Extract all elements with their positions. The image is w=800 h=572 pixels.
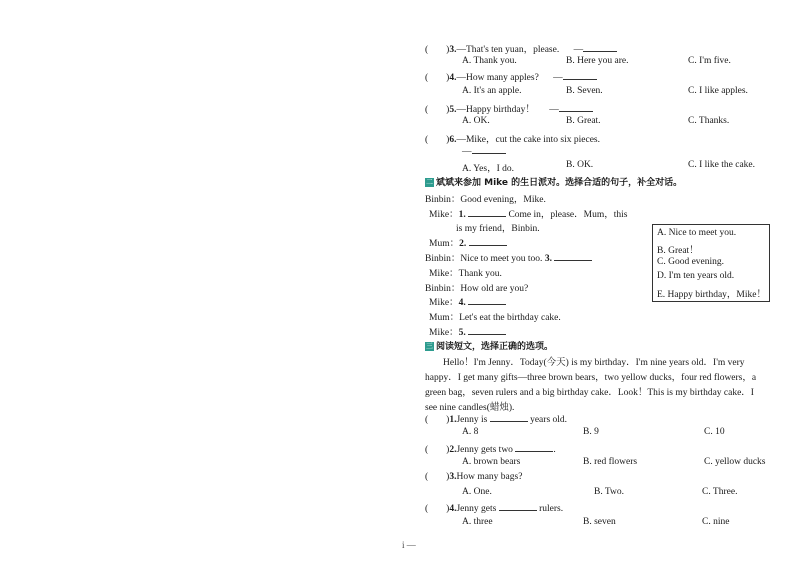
reply-blank[interactable] xyxy=(472,145,506,154)
option-b[interactable]: B. 9 xyxy=(583,427,599,437)
reply-dash: — xyxy=(462,147,472,157)
option-c[interactable]: C. I'm five. xyxy=(688,56,731,66)
passage-line: Hello！I'm Jenny．Today(今天) is my birthday．I'm nine years old．I'm very xyxy=(443,358,745,368)
question-number: 2. xyxy=(449,445,457,455)
dialog-blank-4[interactable] xyxy=(468,296,506,305)
question-text-end: rulers. xyxy=(539,504,564,514)
dialog-blank-2[interactable] xyxy=(469,237,507,246)
dialog-line xyxy=(429,324,506,338)
reply-dash: — xyxy=(553,73,563,83)
box-option-e: E. Happy birthday，Mike！ xyxy=(657,290,766,300)
question-number: 4. xyxy=(449,504,457,514)
answer-paren: ( xyxy=(425,135,429,145)
question-number: 1. xyxy=(449,415,457,425)
option-a[interactable]: A. Thank you. xyxy=(462,56,517,66)
reply-blank[interactable] xyxy=(559,103,593,112)
option-a[interactable]: A. One. xyxy=(462,487,492,497)
question-blank[interactable] xyxy=(490,413,528,422)
box-option-c: C. Good evening. xyxy=(657,257,725,267)
question-5 xyxy=(425,101,593,115)
page-number: i — xyxy=(402,540,416,550)
dialog-text: is my friend，Binbin. xyxy=(456,224,540,234)
question-text-end: years old. xyxy=(530,415,568,425)
answer-paren: ( xyxy=(425,105,429,115)
option-a[interactable]: A. three xyxy=(462,517,493,527)
question-number: 5. xyxy=(449,105,457,115)
section-title: 阅读短文，选择正确的选项。 xyxy=(436,342,554,352)
blank-number: 1. xyxy=(458,210,466,220)
speaker: Mike： xyxy=(429,269,459,279)
dialog-line xyxy=(425,191,546,205)
dialog-line xyxy=(429,206,627,220)
option-c[interactable]: C. yellow ducks xyxy=(704,457,766,467)
answer-paren: ( xyxy=(425,73,429,83)
option-c[interactable]: C. Three. xyxy=(702,487,738,497)
dialog-text: Good evening，Mike. xyxy=(460,195,546,205)
answer-paren: ( xyxy=(425,504,429,514)
answer-paren-close: ) xyxy=(446,45,450,55)
question-number: 6. xyxy=(449,135,457,145)
answer-paren-close: ) xyxy=(446,135,450,145)
reading-question-4 xyxy=(425,502,563,514)
speaker: Mum： xyxy=(429,239,460,249)
section-number-icon: 三 xyxy=(426,342,433,351)
option-a[interactable]: A. 8 xyxy=(462,427,479,437)
question-text: Jenny gets two xyxy=(456,445,513,455)
dialog-text: Let's eat the birthday cake. xyxy=(459,313,561,323)
option-c[interactable]: C. I like apples. xyxy=(688,86,748,96)
option-b[interactable]: B. red flowers xyxy=(583,457,638,467)
passage-line: green bag，seven rulers and a big birthday cake．Look！This is my birthday cake．I xyxy=(425,388,754,398)
dialog-line xyxy=(429,309,561,323)
question-text: Jenny gets xyxy=(456,504,497,514)
question-blank[interactable] xyxy=(515,443,553,452)
speaker: Mum： xyxy=(429,313,460,323)
speaker: Mike： xyxy=(429,328,459,338)
answer-paren: ( xyxy=(425,472,429,482)
question-6 xyxy=(425,131,600,145)
question-text-end: . xyxy=(553,445,556,455)
option-c[interactable]: C. I like the cake. xyxy=(688,160,756,170)
blank-number: 2. xyxy=(459,239,467,249)
option-b[interactable]: B. Here you are. xyxy=(566,56,629,66)
passage-line: happy．I get many gifts—three brown bears，two yellow ducks，four red flowers，a xyxy=(425,373,757,383)
question-4 xyxy=(425,71,597,83)
option-b[interactable]: B. Seven. xyxy=(566,86,603,96)
dialog-line xyxy=(429,265,502,279)
dialog-text: Come in，please．Mum，this xyxy=(508,210,628,220)
option-a[interactable]: A. It's an apple. xyxy=(462,86,522,96)
dialog-text: Nice to meet you too. xyxy=(460,254,543,264)
options-box xyxy=(652,224,770,302)
section-title: 斌斌来参加 Mike 的生日派对。选择合适的句子，补全对话。 xyxy=(436,178,683,188)
reading-question-2 xyxy=(425,443,556,455)
reading-question-1 xyxy=(425,413,567,425)
question-text: —That's ten yuan，please. xyxy=(456,45,560,55)
question-6-reply xyxy=(462,145,506,157)
answer-paren-close: ) xyxy=(446,445,450,455)
section-2-heading xyxy=(425,175,682,188)
answer-paren-close: ) xyxy=(446,105,450,115)
answer-paren-close: ) xyxy=(446,73,450,83)
speaker: Mike： xyxy=(429,298,459,308)
blank-number: 3. xyxy=(544,254,552,264)
option-b[interactable]: B. Great. xyxy=(566,116,601,126)
question-number: 4. xyxy=(449,73,457,83)
dialog-blank-3[interactable] xyxy=(554,252,592,261)
dialog-line xyxy=(429,235,507,249)
answer-paren-close: ) xyxy=(446,415,450,425)
question-3 xyxy=(425,41,617,55)
reply-blank[interactable] xyxy=(563,71,597,80)
speaker: Binbin： xyxy=(425,284,461,294)
passage-line: see nine candles(蜡烛). xyxy=(425,403,515,413)
reply-blank[interactable] xyxy=(583,43,617,52)
option-c[interactable]: C. 10 xyxy=(704,427,725,437)
answer-paren: ( xyxy=(425,445,429,455)
question-text: —How many apples? xyxy=(456,73,539,83)
question-text: —Happy birthday！ xyxy=(456,105,535,115)
option-b[interactable]: B. Two. xyxy=(594,487,625,497)
answer-paren-close: ) xyxy=(446,504,450,514)
box-option-d: D. I'm ten years old. xyxy=(657,271,735,281)
option-b[interactable]: B. seven xyxy=(583,517,616,527)
option-a[interactable]: A. OK. xyxy=(462,116,490,126)
dialog-text: How old are you? xyxy=(460,284,529,294)
dialog-line xyxy=(429,294,506,308)
question-number: 3. xyxy=(449,472,457,482)
question-number: 3. xyxy=(449,45,457,55)
option-c[interactable]: C. Thanks. xyxy=(688,116,730,126)
dialog-blank-1[interactable] xyxy=(468,208,506,217)
option-a[interactable]: A. Yes，I do. xyxy=(462,164,514,174)
speaker: Binbin： xyxy=(425,195,461,205)
dialog-line xyxy=(425,280,528,294)
speaker: Binbin： xyxy=(425,254,461,264)
blank-number: 4. xyxy=(458,298,466,308)
speaker: Mike： xyxy=(429,210,459,220)
reading-question-3 xyxy=(425,472,522,482)
option-c[interactable]: C. nine xyxy=(702,517,730,527)
box-option-b: B. Great！ xyxy=(657,246,699,256)
question-text: —Mike，cut the cake into six pieces. xyxy=(456,135,600,145)
question-text: How many bags? xyxy=(456,472,523,482)
option-a[interactable]: A. brown bears xyxy=(462,457,521,467)
dialog-text: Thank you. xyxy=(458,269,502,279)
section-3-heading xyxy=(425,339,553,352)
answer-paren: ( xyxy=(425,45,429,55)
blank-number: 5. xyxy=(458,328,466,338)
answer-paren: ( xyxy=(425,415,429,425)
box-option-a: A. Nice to meet you. xyxy=(657,228,737,238)
reply-dash: — xyxy=(573,45,584,55)
answer-paren-close: ) xyxy=(446,472,450,482)
question-blank[interactable] xyxy=(499,502,537,511)
question-text: Jenny is xyxy=(456,415,488,425)
reply-dash: — xyxy=(549,105,559,115)
option-b[interactable]: B. OK. xyxy=(566,160,594,170)
dialog-line xyxy=(425,250,592,264)
dialog-blank-5[interactable] xyxy=(468,326,506,335)
section-number-icon: 二 xyxy=(426,178,433,187)
